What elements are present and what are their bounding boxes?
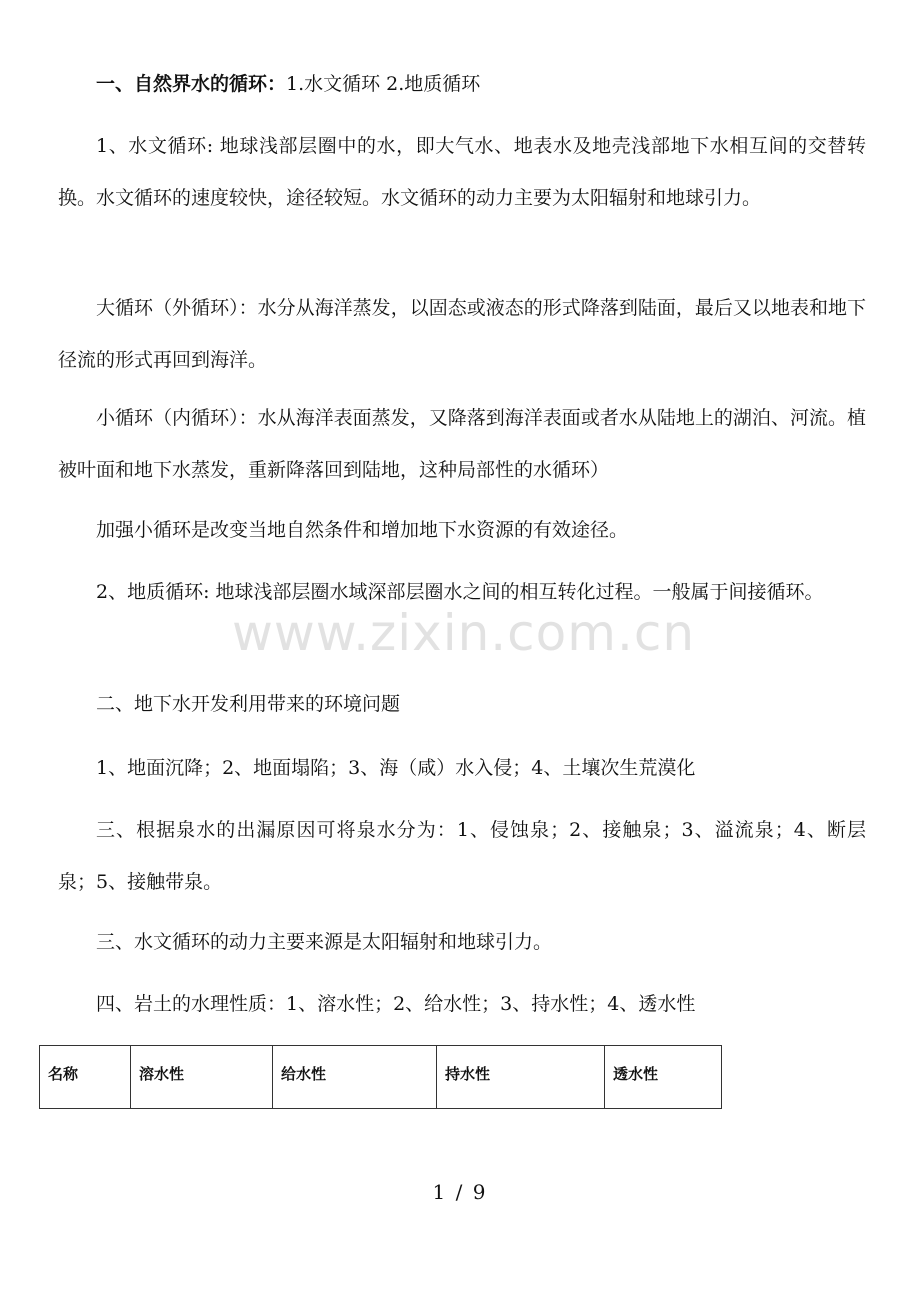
table-header-name: 名称 bbox=[40, 1046, 131, 1109]
strengthen-cycle-paragraph: 加强小循环是改变当地自然条件和增加地下水资源的有效途径。 bbox=[96, 519, 629, 541]
geologic-cycle-paragraph: 2、地质循环: 地球浅部层圈水域深部层圈水之间的相互转化过程。一般属于间接循环。 bbox=[96, 581, 824, 603]
hydrologic-cycle-paragraph: 1、水文循环: 地球浅部层圈中的水，即大气水、地表水及地壳浅部地下水相互间的交替转换。水文循环的速度较快，途径较短。水文循环的动力主要为太阳辐射和地球引力。 bbox=[58, 135, 866, 209]
table-header-dissolving: 溶水性 bbox=[131, 1046, 273, 1109]
section1-heading-bold: 一、自然界水的循环： bbox=[96, 73, 287, 95]
table-header-yield: 给水性 bbox=[273, 1046, 437, 1109]
section2-list: 1、地面沉降；2、地面塌陷；3、海（咸）水入侵；4、土壤次生荒漠化 bbox=[96, 757, 696, 779]
watermark: www.zixin.com.cn bbox=[232, 604, 696, 662]
section2-heading: 二、地下水开发利用带来的环境问题 bbox=[96, 693, 401, 715]
section1-heading-rest: 1.水文循环 2.地质循环 bbox=[286, 73, 481, 95]
springs-paragraph: 三、根据泉水的出漏原因可将泉水分为：1、侵蚀泉；2、接触泉；3、溢流泉；4、断层泉；5、接触带泉。 bbox=[58, 819, 866, 893]
section1-heading bbox=[58, 58, 866, 110]
section4-heading: 四、岩土的水理性质：1、溶水性；2、给水性；3、持水性；4、透水性 bbox=[96, 993, 696, 1015]
page-indicator: 1 / 9 bbox=[432, 1180, 488, 1204]
table-header-retention: 持水性 bbox=[437, 1046, 605, 1109]
table-header-row bbox=[40, 1046, 722, 1109]
small-cycle-paragraph: 小循环（内循环）：水从海洋表面蒸发，又降落到海洋表面或者水从陆地上的湖泊、河流。植被叶面和地下水蒸发，重新降落回到陆地，这种局部性的水循环） bbox=[58, 407, 866, 481]
cycle-power-paragraph: 三、水文循环的动力主要来源是太阳辐射和地球引力。 bbox=[96, 931, 553, 953]
table-header-permeability: 透水性 bbox=[605, 1046, 722, 1109]
water-properties-table bbox=[39, 1045, 722, 1109]
big-cycle-paragraph: 大循环（外循环）：水分从海洋蒸发，以固态或液态的形式降落到陆面，最后又以地表和地下径流的形式再回到海洋。 bbox=[58, 297, 866, 371]
